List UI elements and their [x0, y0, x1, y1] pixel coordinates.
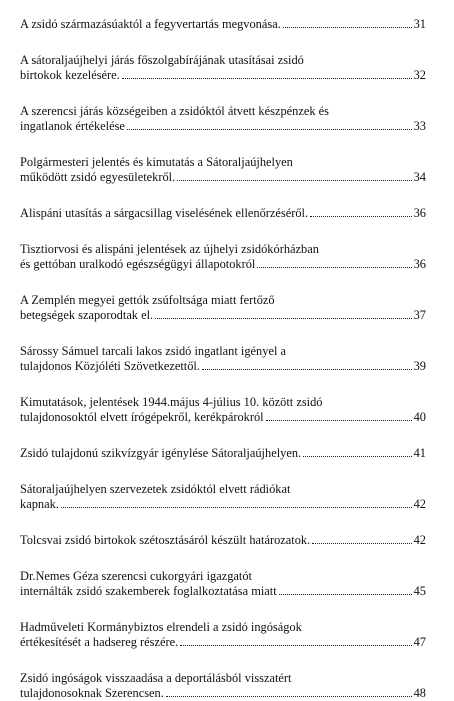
toc-entry: [20, 293, 426, 323]
toc-page-number: 48: [413, 686, 426, 700]
dot-leader: [310, 216, 412, 217]
toc-page-number: 32: [413, 68, 426, 82]
toc-entry-title-line: értékesítését a hadsereg részére.: [20, 635, 179, 649]
toc-page-number: 42: [413, 497, 426, 511]
toc-entry: [20, 53, 426, 83]
dot-leader: [177, 180, 411, 181]
toc-entry: [20, 206, 426, 221]
toc-entry-last-line: [20, 533, 426, 548]
toc-entry-title-line: Dr.Nemes Géza szerencsi cukorgyári igazgatót: [20, 569, 252, 583]
dot-leader: [122, 78, 412, 79]
toc-entry-last-line: [20, 17, 426, 32]
toc-entry: [20, 569, 426, 599]
dot-leader: [180, 645, 411, 646]
toc-page-number: 31: [413, 17, 426, 31]
toc-entry-title-line: Tisztiorvosi és alispáni jelentések az újhelyi zsidókórházban: [20, 242, 319, 256]
toc-entry-title-line: A szerencsi járás községeiben a zsidóktól átvett készpénzek és: [20, 104, 329, 118]
toc-entry-title-line: Zsidó tulajdonú szikvízgyár igénylése Sátoraljaújhelyen.: [20, 446, 302, 460]
dot-leader: [283, 27, 412, 28]
toc-entry-title-line: A sátoraljaújhelyi járás főszolgabírájának utasításai zsidó: [20, 53, 304, 67]
toc-page-number: 40: [413, 410, 426, 424]
toc-page-number: 34: [413, 170, 426, 184]
toc-entry-last-line: [20, 257, 426, 272]
toc-entry-last-line: [20, 410, 426, 425]
toc-entry-title-line: Alispáni utasítás a sárgacsillag viselésének ellenőrzéséről.: [20, 206, 309, 220]
toc-page-number: 33: [413, 119, 426, 133]
toc-entry-title-line: Polgármesteri jelentés és kimutatás a Sátoraljaújhelyen: [20, 155, 293, 169]
toc-entry-last-line: [20, 446, 426, 461]
toc-entry-last-line: [20, 635, 426, 650]
toc-entry-title-line: birtokok kezelésére.: [20, 68, 120, 82]
dot-leader: [155, 318, 411, 319]
toc-entry-last-line: [20, 359, 426, 374]
toc-entry-title-line: Zsidó ingóságok visszaadása a deportálásból visszatért: [20, 671, 292, 685]
toc-entry-last-line: [20, 497, 426, 512]
toc-entry-title-line: tulajdonosoknak Szerencsen.: [20, 686, 164, 700]
dot-leader: [61, 507, 412, 508]
toc-entry-last-line: [20, 206, 426, 221]
toc-entry-title-line: Sárossy Sámuel tarcali lakos zsidó ingatlant igényel a: [20, 344, 286, 358]
toc-entry: [20, 344, 426, 374]
toc-entry-last-line: [20, 308, 426, 323]
toc-entry-title-line: betegségek szaporodtak el.: [20, 308, 154, 322]
toc-entry-last-line: [20, 119, 426, 134]
dot-leader: [257, 267, 411, 268]
toc-entry: [20, 533, 426, 548]
toc-page-number: 41: [413, 446, 426, 460]
toc-page-number: 36: [413, 206, 426, 220]
toc-page-number: 47: [413, 635, 426, 649]
toc-entry: [20, 671, 426, 701]
toc-entry: [20, 155, 426, 185]
toc-entry-title-line: tulajdonos Közjóléti Szövetkezettől.: [20, 359, 200, 373]
toc-entry-title-line: A Zemplén megyei gettók zsúfoltsága miatt fertőző: [20, 293, 275, 307]
toc-entry-title-line: és gettóban uralkodó egészségügyi állapotokról: [20, 257, 256, 271]
toc-entry-last-line: [20, 68, 426, 83]
toc-page-number: 39: [413, 359, 426, 373]
toc-page-number: 36: [413, 257, 426, 271]
toc-entry: [20, 482, 426, 512]
toc-entry-title-line: tulajdonosoktól elvett írógépekről, kerékpárokról: [20, 410, 264, 424]
toc-page-number: 37: [413, 308, 426, 322]
toc-entry: [20, 620, 426, 650]
toc-entry: [20, 395, 426, 425]
toc-entry-title-line: működött zsidó egyesületekről.: [20, 170, 176, 184]
toc-page-number: 45: [413, 584, 426, 598]
toc-entry-title-line: Sátoraljaújhelyen szervezetek zsidóktól elvett rádiókat: [20, 482, 291, 496]
dot-leader: [279, 594, 412, 595]
toc-entry-title-line: A zsidó származásúaktól a fegyvertartás megvonása.: [20, 17, 281, 31]
toc-entry: [20, 17, 426, 32]
dot-leader: [312, 543, 411, 544]
dot-leader: [303, 456, 411, 457]
toc-entry-title-line: Tolcsvai zsidó birtokok szétosztásáról készült határozatok.: [20, 533, 311, 547]
dot-leader: [202, 369, 412, 370]
toc-entry-title-line: Kimutatások, jelentések 1944.május 4-július 10. között zsidó: [20, 395, 323, 409]
toc-page-number: 42: [413, 533, 426, 547]
toc-entry-title-line: Hadműveleti Kormánybiztos elrendeli a zsidó ingóságok: [20, 620, 302, 634]
toc-entry: [20, 104, 426, 134]
dot-leader: [266, 420, 412, 421]
dot-leader: [127, 129, 412, 130]
toc-entry-last-line: [20, 584, 426, 599]
toc-entry: [20, 446, 426, 461]
toc-entry: [20, 242, 426, 272]
toc-entry-title-line: kapnak.: [20, 497, 59, 511]
dot-leader: [166, 696, 412, 697]
toc-entry-last-line: [20, 170, 426, 185]
toc-entry-title-line: ingatlanok értékelése: [20, 119, 125, 133]
toc-entry-title-line: internálták zsidó szakemberek foglalkoztatása miatt: [20, 584, 277, 598]
